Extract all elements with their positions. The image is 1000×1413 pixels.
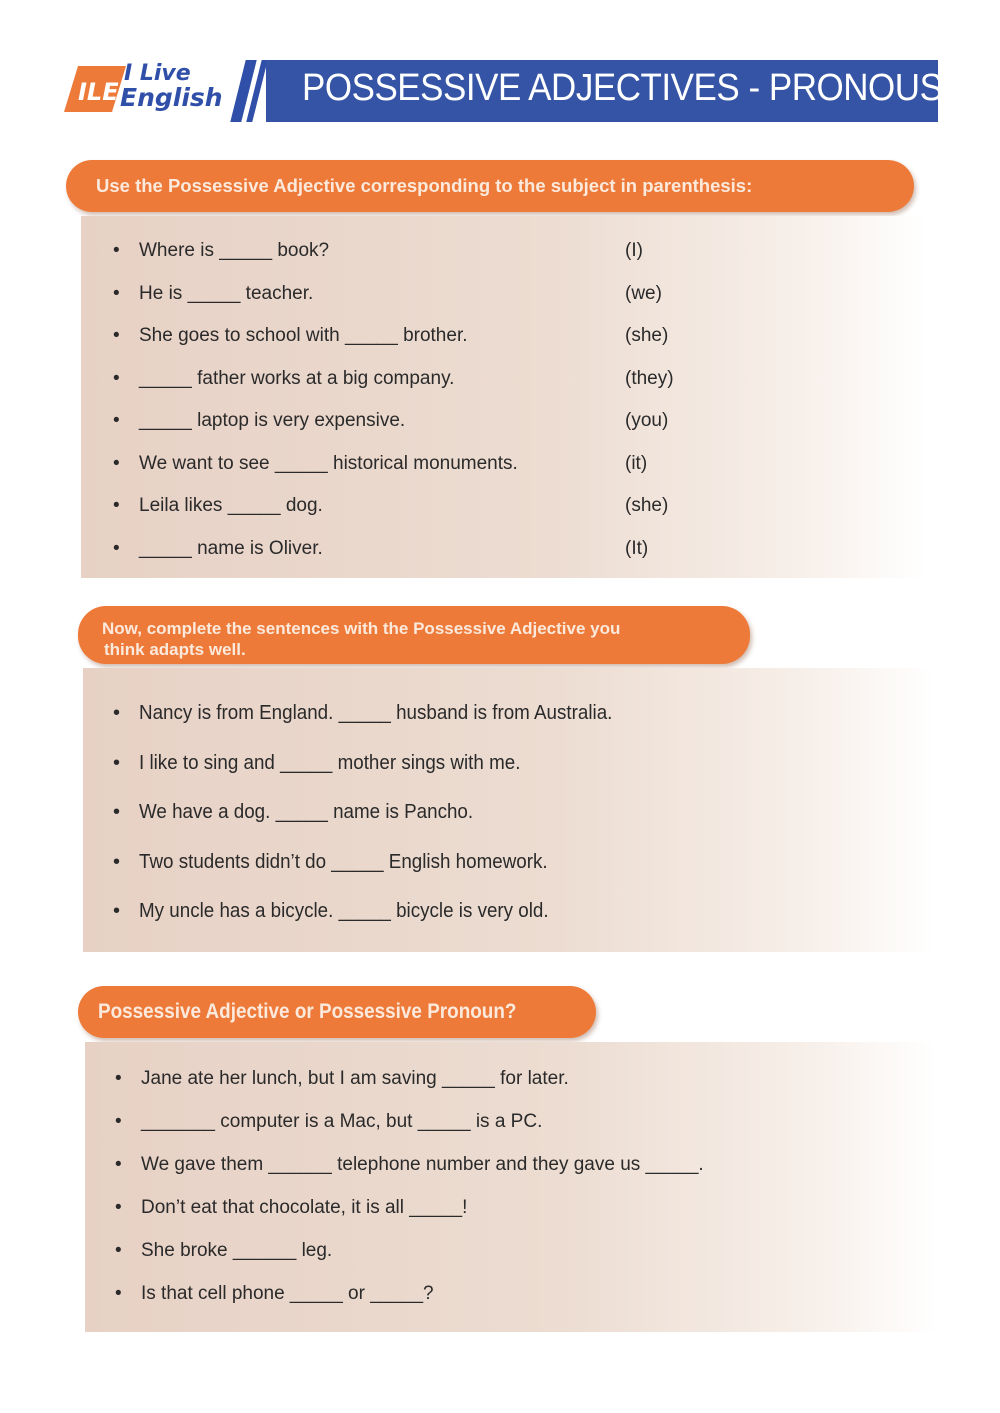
section-1-heading-text: Use the Possessive Adjective corresponding to the subject in parenthesis: (96, 175, 753, 196)
section-1-exercise-list (81, 216, 925, 578)
subject-hint: (It) (625, 537, 649, 559)
subject-hint: (she) (625, 325, 669, 346)
bullet-icon: • (113, 495, 120, 516)
sentence-text: My uncle has a bicycle. _____ bicycle is very old. (139, 900, 549, 922)
sentence-text: We gave them ______ telephone number and they gave us _____. (141, 1154, 704, 1175)
sentence-text: Two students didn’t do _____ English homework. (139, 850, 548, 873)
bullet-icon: • (113, 801, 121, 823)
sentence-text: He is _____ teacher. (139, 282, 314, 304)
section-2-exercise-list (83, 668, 935, 952)
section-2-heading-line-1: Now, complete the sentences with the Possessive Adjective you (102, 619, 621, 638)
subject-hint: (it) (625, 452, 648, 474)
subject-hint: (they) (625, 367, 674, 389)
bullet-icon: • (115, 1283, 122, 1304)
ile-logo-mark-icon (64, 66, 126, 112)
section-3-exercise-list (85, 1042, 937, 1332)
bullet-icon: • (113, 452, 120, 474)
sentence-text: We want to see _____ historical monuments. (139, 452, 518, 474)
section-2-heading (78, 606, 750, 664)
subject-hint: (she) (625, 495, 669, 516)
subject-hint: (you) (625, 410, 669, 431)
sentence-text: _____ laptop is very expensive. (139, 410, 406, 431)
bullet-icon: • (113, 367, 120, 389)
bullet-icon: • (115, 1068, 122, 1089)
sentence-text: _____ father works at a big company. (139, 367, 455, 389)
sentence-text: Nancy is from England. _____ husband is from Australia. (139, 702, 613, 724)
subject-hint: (I) (625, 240, 643, 261)
sentence-text: Where is _____ book? (139, 240, 330, 261)
sentence-text: Is that cell phone _____ or _____? (141, 1283, 434, 1304)
sentence-text: Don’t eat that chocolate, it is all _____! (141, 1197, 468, 1218)
sentence-text: We have a dog. _____ name is Pancho. (139, 801, 474, 823)
bullet-icon: • (113, 410, 120, 431)
bullet-icon: • (113, 702, 121, 724)
bullet-icon: • (115, 1240, 122, 1261)
sentence-text: Jane ate her lunch, but I am saving _____ for later. (141, 1068, 569, 1089)
section-2-heading-line-2: think adapts well. (104, 640, 246, 659)
bullet-icon: • (115, 1111, 122, 1132)
sentence-text: Leila likes _____ dog. (139, 495, 323, 516)
sentence-text: _____ name is Oliver. (139, 537, 323, 559)
logo-line-1: I Live (124, 61, 191, 86)
sentence-text: She goes to school with _____ brother. (139, 325, 468, 346)
sentence-text: _______ computer is a Mac, but _____ is a PC. (141, 1111, 543, 1132)
bullet-icon: • (113, 751, 121, 774)
bullet-icon: • (113, 282, 120, 304)
bullet-icon: • (113, 850, 121, 873)
subject-hint: (we) (625, 282, 662, 304)
bullet-icon: • (115, 1154, 122, 1175)
bullet-icon: • (113, 325, 120, 346)
bullet-icon: • (113, 537, 120, 559)
section-3-heading (78, 986, 596, 1038)
sentence-text: I like to sing and _____ mother sings with me. (139, 751, 521, 774)
bullet-icon: • (115, 1197, 122, 1218)
svg-text:ILE: ILE (78, 78, 119, 106)
bullet-icon: • (113, 900, 121, 922)
page-title: POSSESSIVE ADJECTIVES - PRONOUS (302, 67, 943, 109)
logo-line-2: English (120, 83, 223, 112)
sentence-text: She broke ______ leg. (141, 1240, 333, 1261)
section-1-heading (66, 160, 914, 212)
logo-wordmark (120, 62, 223, 110)
section-3-heading-text: Possessive Adjective or Possessive Pronoun? (98, 1000, 517, 1023)
bullet-icon: • (113, 240, 120, 261)
